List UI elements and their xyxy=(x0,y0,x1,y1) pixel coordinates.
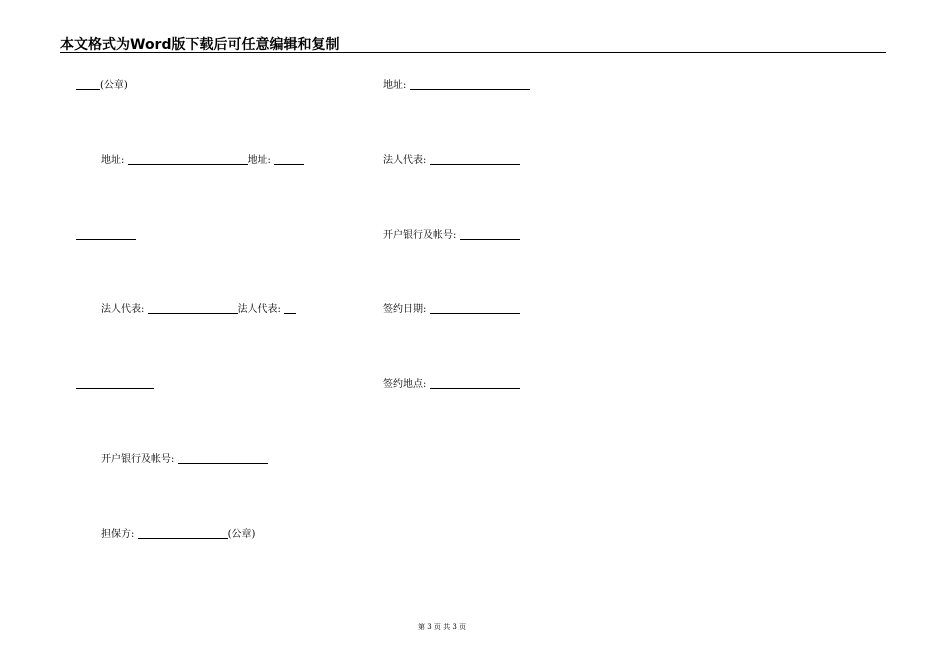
guarantor-label: 担保方: xyxy=(101,529,135,540)
blank-line xyxy=(430,154,520,165)
blank-line xyxy=(178,453,268,464)
rep-label: 法人代表: xyxy=(383,155,427,166)
blank-line xyxy=(76,79,100,90)
left-seal-line-1 xyxy=(76,79,128,93)
right-bank-line xyxy=(383,229,520,243)
blank-line xyxy=(284,303,296,314)
rep-label: 法人代表: xyxy=(101,304,145,315)
sign-date-label: 签约日期: xyxy=(383,304,427,315)
bank-label: 开户银行及帐号: xyxy=(383,230,457,241)
blank-line xyxy=(148,303,238,314)
left-guarantor-line xyxy=(101,528,255,542)
blank-line xyxy=(430,303,520,314)
page-number: 第 3 页 共 3 页 xyxy=(417,623,467,631)
left-continuation-line-1 xyxy=(76,229,136,243)
blank-line xyxy=(76,229,136,240)
blank-line xyxy=(430,378,520,389)
right-sign-place-line xyxy=(383,378,520,392)
sign-place-label: 签约地点: xyxy=(383,379,427,390)
address-label: 地址: xyxy=(383,80,407,91)
left-rep-line xyxy=(101,303,296,317)
header-rule xyxy=(60,52,886,53)
blank-line xyxy=(76,378,154,389)
blank-line xyxy=(274,154,304,165)
rep-label-2: 法人代表: xyxy=(237,304,281,315)
blank-line xyxy=(410,79,530,90)
document-header: 本文格式为Word版下载后可任意编辑和复制 xyxy=(60,37,340,53)
blank-line xyxy=(138,528,228,539)
blank-line xyxy=(460,229,520,240)
bank-label: 开户银行及帐号: xyxy=(101,454,175,465)
address-label-2: 地址: xyxy=(247,155,271,166)
seal-text: (公章) xyxy=(100,80,128,91)
left-continuation-line-2 xyxy=(76,378,154,392)
seal-text-2: (公章) xyxy=(227,529,256,540)
blank-line xyxy=(128,154,248,165)
right-sign-date-line xyxy=(383,303,520,317)
address-label: 地址: xyxy=(101,155,125,166)
left-bank-line xyxy=(101,453,268,467)
right-address-line xyxy=(383,79,530,93)
right-rep-line xyxy=(383,154,520,168)
left-address-line xyxy=(101,154,304,168)
